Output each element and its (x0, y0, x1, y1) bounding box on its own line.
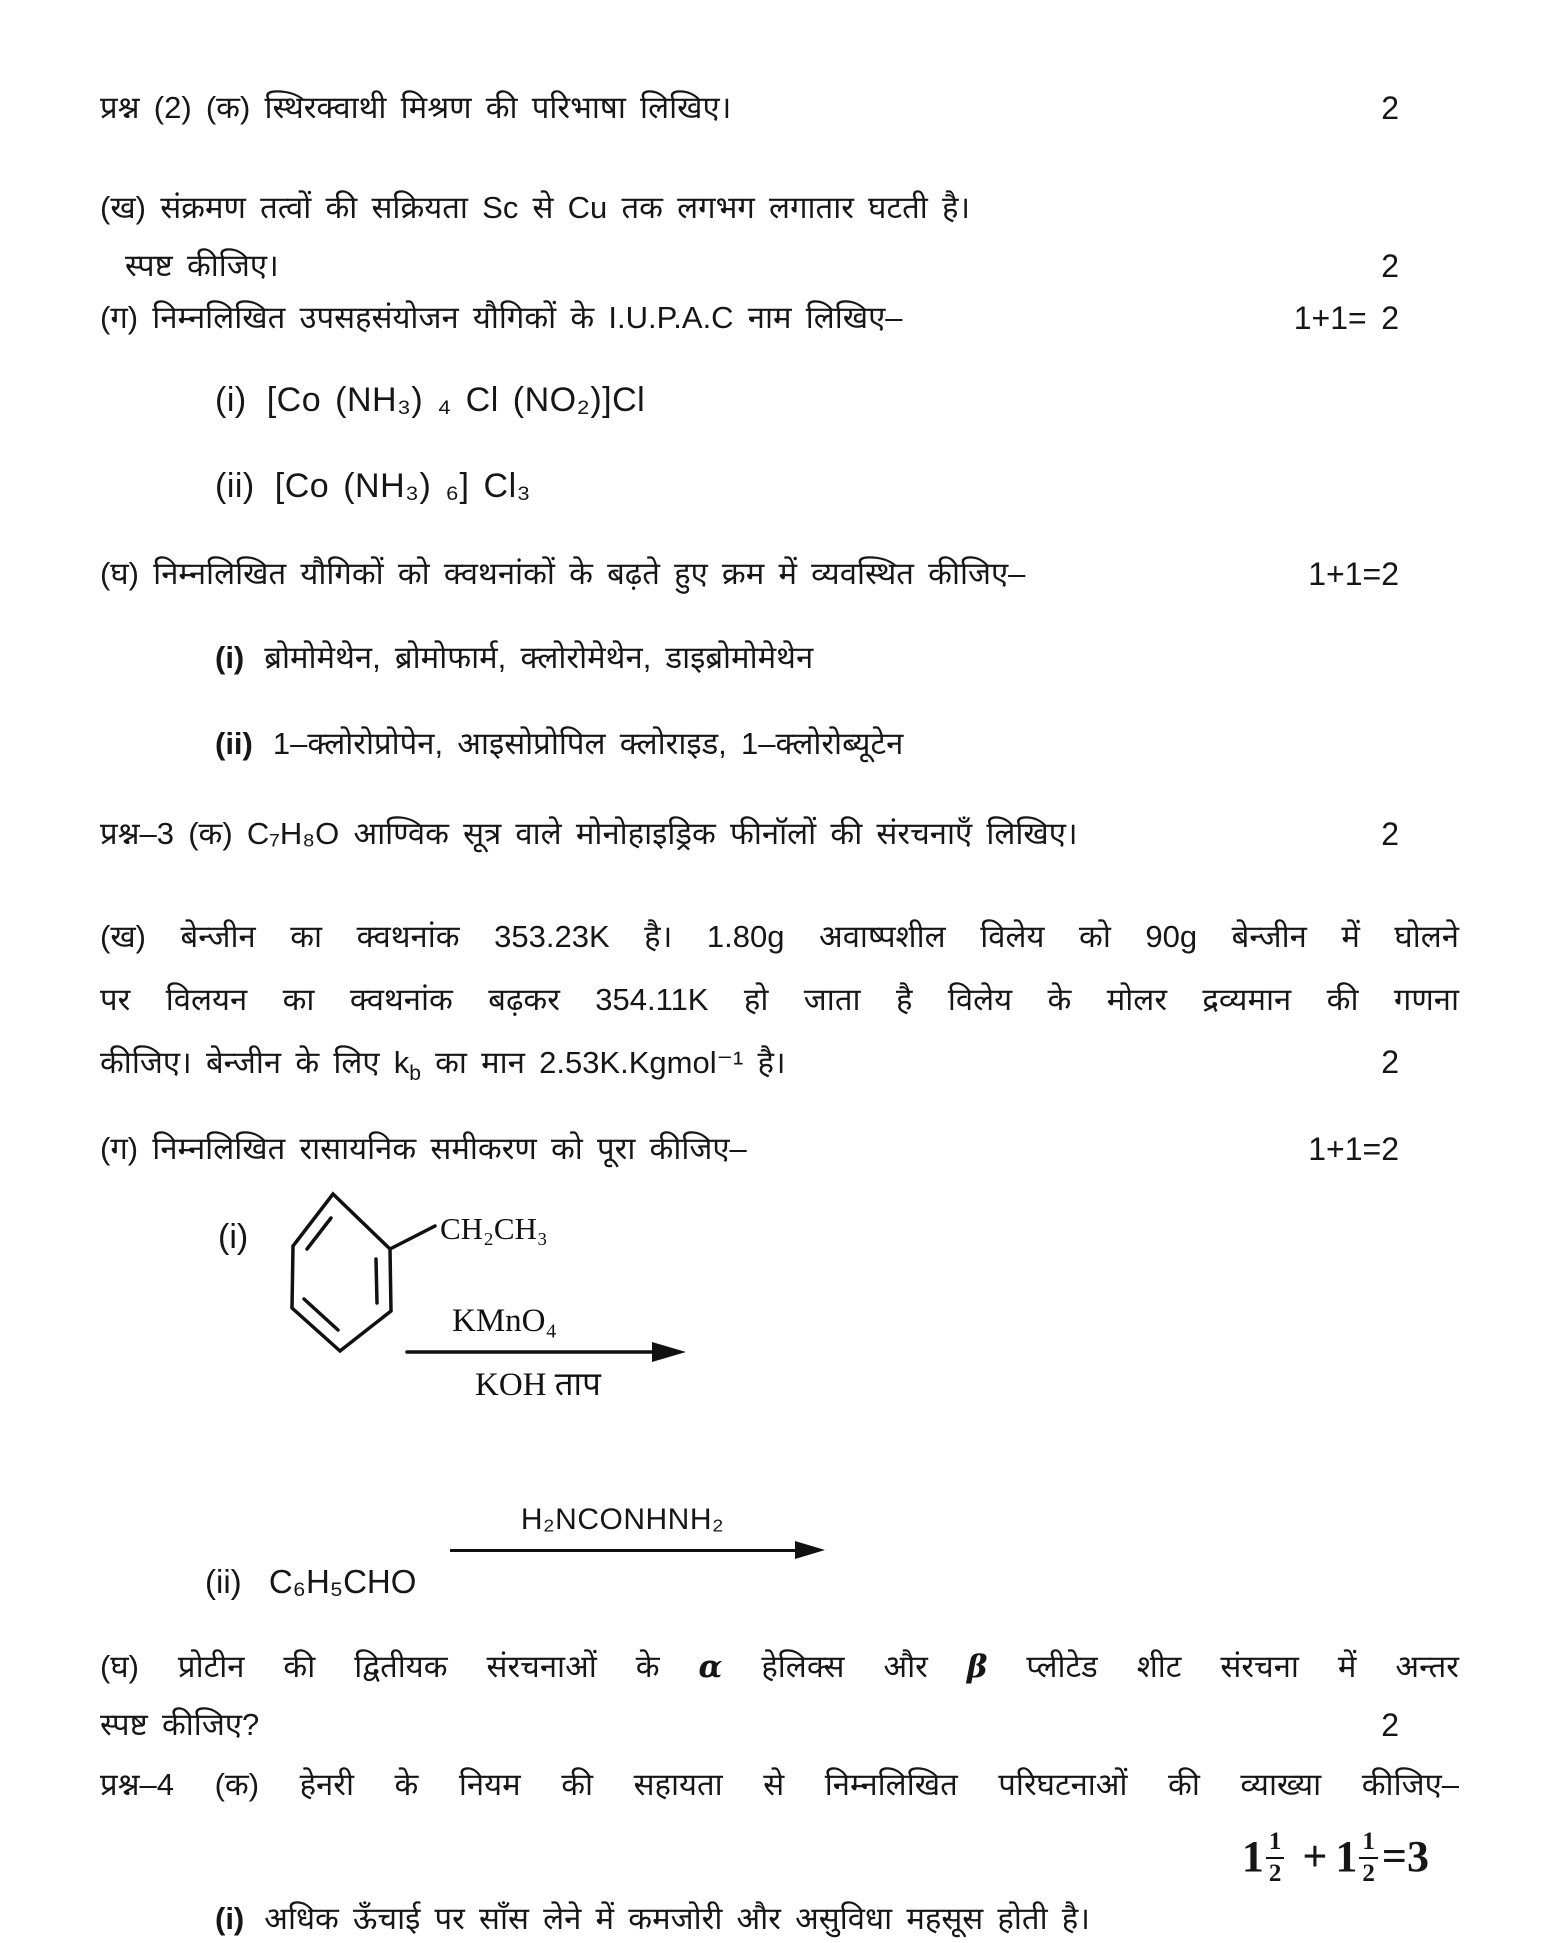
q3d-mid: हेलिक्स और (722, 1649, 967, 1685)
reagent-bottom-label: KOH ताप (475, 1367, 601, 1404)
beta-symbol: β (966, 1649, 988, 1686)
q2b-row-line1 (100, 184, 1459, 232)
mixed1-whole: 1 (1241, 1831, 1264, 1881)
reaction-2-label: (ii) (205, 1563, 242, 1601)
q2d-row (100, 550, 1459, 598)
q2a-row (100, 84, 1459, 132)
q2b-marks: 2 (1381, 248, 1399, 284)
reaction-2-arrow (450, 1549, 795, 1552)
q2d-marks: 1+1=2 (1308, 556, 1399, 592)
kb-subscript: b (409, 1062, 421, 1086)
q3d-marks: 2 (1381, 1707, 1399, 1744)
q4a-marks-expression (100, 1817, 1429, 1895)
q2c-item1-row (100, 374, 1459, 426)
q2d-item2-row (100, 720, 1459, 768)
q2d-item1-row (100, 634, 1459, 682)
mixed2-whole: 1 (1335, 1831, 1358, 1881)
mixed1-fraction (1266, 1829, 1285, 1887)
mixed2-denominator: 2 (1362, 1859, 1375, 1887)
reaction-arrow-head (652, 1342, 686, 1362)
q3c-marks: 1+1=2 (1308, 1131, 1399, 1168)
q2b-question-text-line2: स्पष्ट कीजिए। (125, 248, 279, 283)
q2a-question-text: प्रश्न (2) (क) स्थिरक्वाथी मिश्रण की परिभाषा लिखिए। (100, 90, 732, 125)
q3d-row-line2 (100, 1701, 1459, 1749)
q2c-row (100, 294, 1459, 342)
q2b-question-text-line1: (ख) संक्रमण तत्वों की सक्रियता Sc से Cu तक लगभग लगातार घटती है। (100, 190, 971, 225)
mixed1-numerator: 1 (1266, 1829, 1285, 1858)
reaction-2-arrow-group (450, 1501, 795, 1552)
reaction-1-label: (i) (218, 1218, 249, 1257)
q2c-question-text: (ग) निम्नलिखित उपसहसंयोजन यौगिकों के I.U.P.A.C नाम लिखिए– (100, 300, 903, 335)
benzene-double-bond-2 (376, 1259, 377, 1303)
q3b-line2: पर विलयन का क्वथनांक बढ़कर 354.11K हो जाता है विलेय के मोलर द्रव्यमान की गणना (100, 982, 1459, 1017)
q3d-pre: (घ) प्रोटीन की द्वितीयक संरचनाओं के (100, 1649, 699, 1685)
reaction-2-block (100, 1501, 1459, 1619)
q2c-item1-label: (i) (215, 381, 247, 419)
q3b-paragraph (100, 905, 1459, 1105)
ethyl-substituent-bond (390, 1226, 435, 1249)
q2d-item2-text: 1–क्लोरोप्रोपेन, आइसोप्रोपिल क्लोराइड, 1–क्लोरोब्यूटेन (272, 726, 904, 761)
q3c-question-text: (ग) निम्नलिखित रासायनिक समीकरण को पूरा कीजिए– (100, 1131, 747, 1167)
plus-sign: + (1302, 1831, 1328, 1881)
q2d-question-text: (घ) निम्नलिखित यौगिकों को क्वथनांकों के बढ़ते हुए क्रम में व्यवस्थित कीजिए– (100, 556, 1026, 591)
q4a-row (100, 1761, 1459, 1809)
reaction-2-reagent: H₂NCONHNH₂ (520, 1503, 725, 1537)
q3a-question-text: प्रश्न–3 (क) C₇H₈O आण्विक सूत्र वाले मोनोहाइड्रिक फीनॉलों की संरचनाएँ लिखिए। (100, 816, 1078, 851)
reaction-2-reactant-formula: C₆H₅CHO (268, 1563, 417, 1601)
q2d-item2-label: (ii) (215, 726, 253, 761)
q2c-item1-formula: [Co (NH₃) ₄ Cl (NO₂)]Cl (266, 381, 646, 419)
reaction-2-reactant-row (205, 1563, 416, 1601)
q3d-end: प्लीटेड शीट संरचना में अन्तर (987, 1649, 1459, 1685)
q3c-row (100, 1125, 1459, 1173)
q2c-item2-formula: [Co (NH₃) ₆] Cl₃ (274, 467, 531, 505)
q3d-question-text-line2: स्पष्ट कीजिए? (100, 1707, 260, 1743)
q2a-marks: 2 (1381, 90, 1399, 126)
q4a-question-text: प्रश्न–4 (क) हेनरी के नियम की सहायता से निम्नलिखित परिघटनाओं की व्याख्या कीजिए– (100, 1767, 1459, 1803)
reagent-top-label: KMnO₄ (452, 1303, 558, 1340)
q2d-item1-text: ब्रोमोमेथेन, ब्रोमोफार्म, क्लोरोमेथेन, डाइब्रोमोमेथेन (264, 640, 814, 675)
alpha-symbol: α (698, 1649, 723, 1686)
q4-item1-row (100, 1895, 1459, 1943)
q4-item1-label: (i) (215, 1901, 245, 1937)
equals-total: =3 (1381, 1831, 1429, 1881)
q3a-marks: 2 (1381, 816, 1399, 852)
mixed2-fraction (1359, 1829, 1378, 1887)
mixed1-denominator: 2 (1268, 1859, 1282, 1887)
q3b-line3-pre: कीजिए। बेन्जीन के लिए k (100, 1045, 410, 1080)
q3d-row-line1 (100, 1643, 1459, 1691)
q2c-item2-label: (ii) (215, 467, 255, 505)
mixed2-numerator: 1 (1359, 1829, 1378, 1858)
q3b-marks: 2 (1381, 1044, 1399, 1080)
q2d-item1-label: (i) (215, 640, 245, 675)
q3b-line3-group (100, 1031, 786, 1105)
ethylbenzene-structure-diagram (190, 1179, 850, 1429)
q3b-line3-rest: का मान 2.53K.Kgmol⁻¹ है। (420, 1045, 786, 1080)
reaction-1-block (100, 1173, 1459, 1473)
q2c-item2-row (100, 460, 1459, 512)
q4-item1-text: अधिक ऊँचाई पर साँस लेने में कमजोरी और असुविधा महसूस होती है। (264, 1901, 1091, 1937)
ethyl-substituent-formula: CH₂CH₃ (440, 1211, 548, 1247)
q3b-line3 (100, 1031, 1459, 1105)
q3d-question-text-line1 (100, 1643, 1459, 1691)
q3b-line1: (ख) बेन्जीन का क्वथनांक 353.23K है। 1.80g अवाष्पशील विलेय को 90g बेन्जीन में घोलने (100, 919, 1459, 954)
q2b-row-line2 (100, 242, 1459, 290)
q3a-row (100, 810, 1459, 858)
q2c-marks: 1+1= 2 (1293, 300, 1399, 336)
